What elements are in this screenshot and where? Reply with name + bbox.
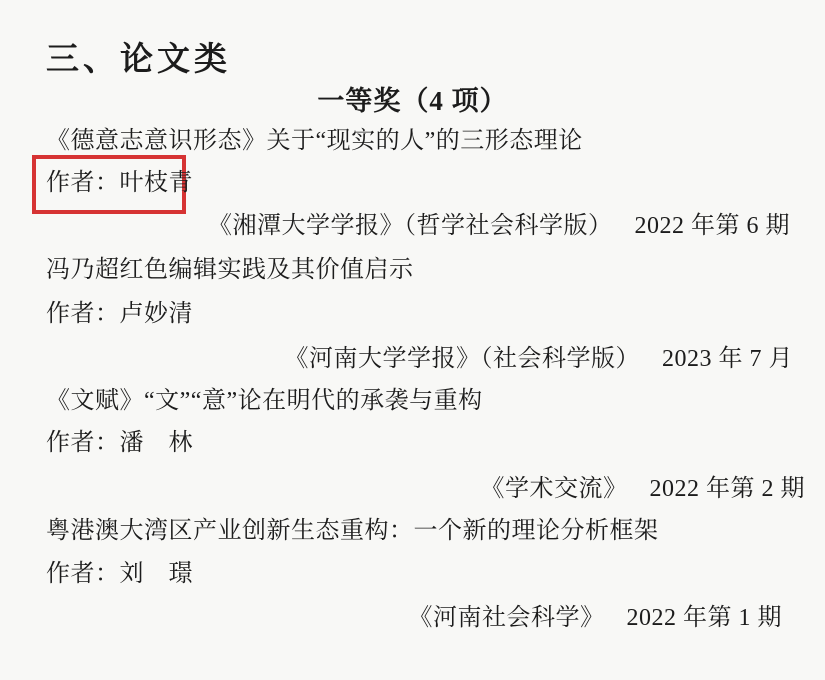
section-heading: 三、论文类: [46, 40, 231, 77]
journal-line: [285, 344, 794, 374]
journal-issue: 2022 年第 2 期: [649, 476, 805, 502]
paper-title: 《德意志意识形态》关于“现实的人”的三形态理论: [46, 128, 583, 154]
journal-name: 《学术交流》: [480, 476, 628, 502]
journal-line: [208, 211, 790, 241]
journal-issue: 2022 年第 6 期: [634, 213, 790, 239]
award-heading: 一等奖（4 项）: [317, 86, 508, 116]
paper-author: 作者：卢妙清: [46, 301, 193, 327]
journal-name: 《湘潭大学学报》（哲学社会科学版）: [208, 213, 613, 239]
journal-name: 《河南大学学报》（社会科学版）: [284, 346, 640, 372]
journal-issue: 2022 年第 1 期: [626, 605, 782, 631]
paper-title: 粤港澳大湾区产业创新生态重构：一个新的理论分析框架: [46, 518, 659, 544]
paper-author: 作者：刘 璟: [46, 561, 193, 587]
paper-author: 作者：叶枝青: [46, 170, 193, 196]
paper-author: 作者：潘 林: [46, 430, 193, 456]
paper-title: 《文赋》“文”“意”论在明代的承袭与重构: [46, 388, 483, 414]
paper-title: 冯乃超红色编辑实践及其价值启示: [46, 257, 414, 283]
journal-name: 《河南社会科学》: [408, 605, 605, 631]
journal-line: [409, 603, 783, 633]
journal-issue: 2023 年 7 月: [662, 346, 793, 372]
journal-line: [481, 474, 806, 504]
